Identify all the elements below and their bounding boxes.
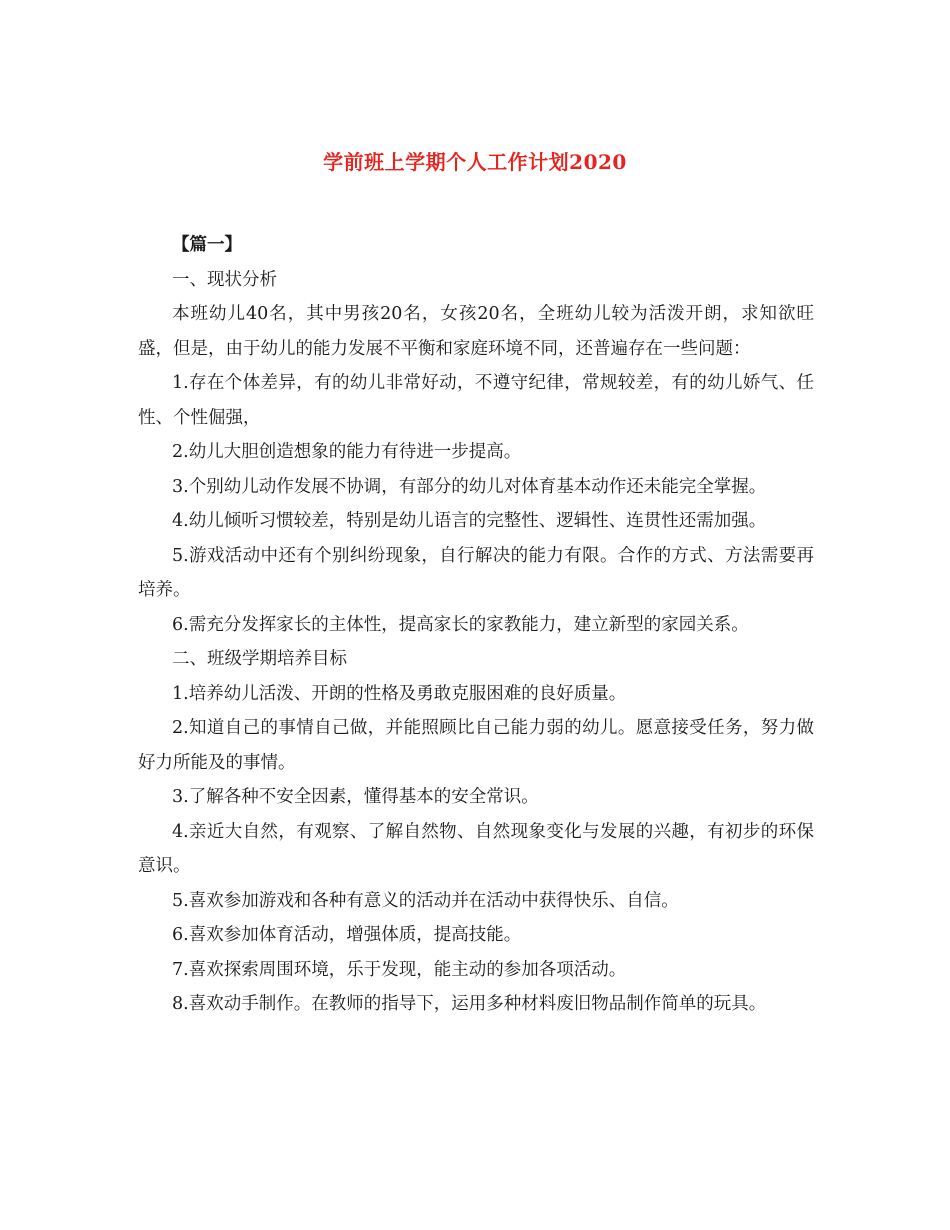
section-label: 【篇一】 bbox=[172, 235, 242, 255]
section-heading: 一、现状分析 bbox=[172, 269, 277, 290]
list-item: 4.亲近大自然，有观察、了解自然物、自然现象变化与发展的兴趣，有初步的环保意识。 bbox=[138, 821, 814, 876]
list-item: 3.了解各种不安全因素，懂得基本的安全常识。 bbox=[172, 787, 539, 807]
list-item: 2.知道自己的事情自己做，并能照顾比自己能力弱的幼儿。愿意接受任务，努力做好力所能及的事情。 bbox=[138, 718, 814, 773]
list-item: 4.幼儿倾听习惯较差，特别是幼儿语言的完整性、逻辑性、连贯性还需加强。 bbox=[172, 511, 767, 531]
section-heading: 二、班级学期培养目标 bbox=[172, 649, 347, 669]
list-item: 2.幼儿大胆创造想象的能力有待进一步提高。 bbox=[172, 442, 522, 462]
list-item: 7.喜欢探索周围环境，乐于发现，能主动的参加各项活动。 bbox=[172, 959, 627, 980]
list-item: 6.喜欢参加体育活动，增强体质，提高技能。 bbox=[172, 925, 522, 945]
list-item: 5.游戏活动中还有个别纠纷现象，自行解决的能力有限。合作的方式、方法需要再培养。 bbox=[138, 545, 814, 600]
paragraph: 本班幼儿40名，其中男孩20名，女孩20名，全班幼儿较为活泼开朗，求知欲旺盛，但是，由于幼儿的能力发展不平衡和家庭环境不同，还普遍存在一些问题： bbox=[138, 304, 814, 359]
document-body bbox=[138, 228, 814, 1022]
document-title: 学前班上学期个人工作计划2020 bbox=[323, 150, 627, 174]
list-item: 6.需充分发挥家长的主体性，提高家长的家教能力，建立新型的家园关系。 bbox=[172, 614, 749, 635]
list-item: 8.喜欢动手制作。在教师的指导下，运用多种材料废旧物品制作简单的玩具。 bbox=[172, 994, 767, 1014]
list-item: 1.培养幼儿活泼、开朗的性格及勇敢克服困难的良好质量。 bbox=[172, 683, 627, 704]
list-item: 1.存在个体差异，有的幼儿非常好动，不遵守纪律，常规较差，有的幼儿娇气、任性、个性倔强， bbox=[138, 373, 814, 428]
list-item: 3.个别幼儿动作发展不协调，有部分的幼儿对体育基本动作还未能完全掌握。 bbox=[172, 476, 767, 497]
list-item: 5.喜欢参加游戏和各种有意义的活动并在活动中获得快乐、自信。 bbox=[172, 890, 679, 911]
